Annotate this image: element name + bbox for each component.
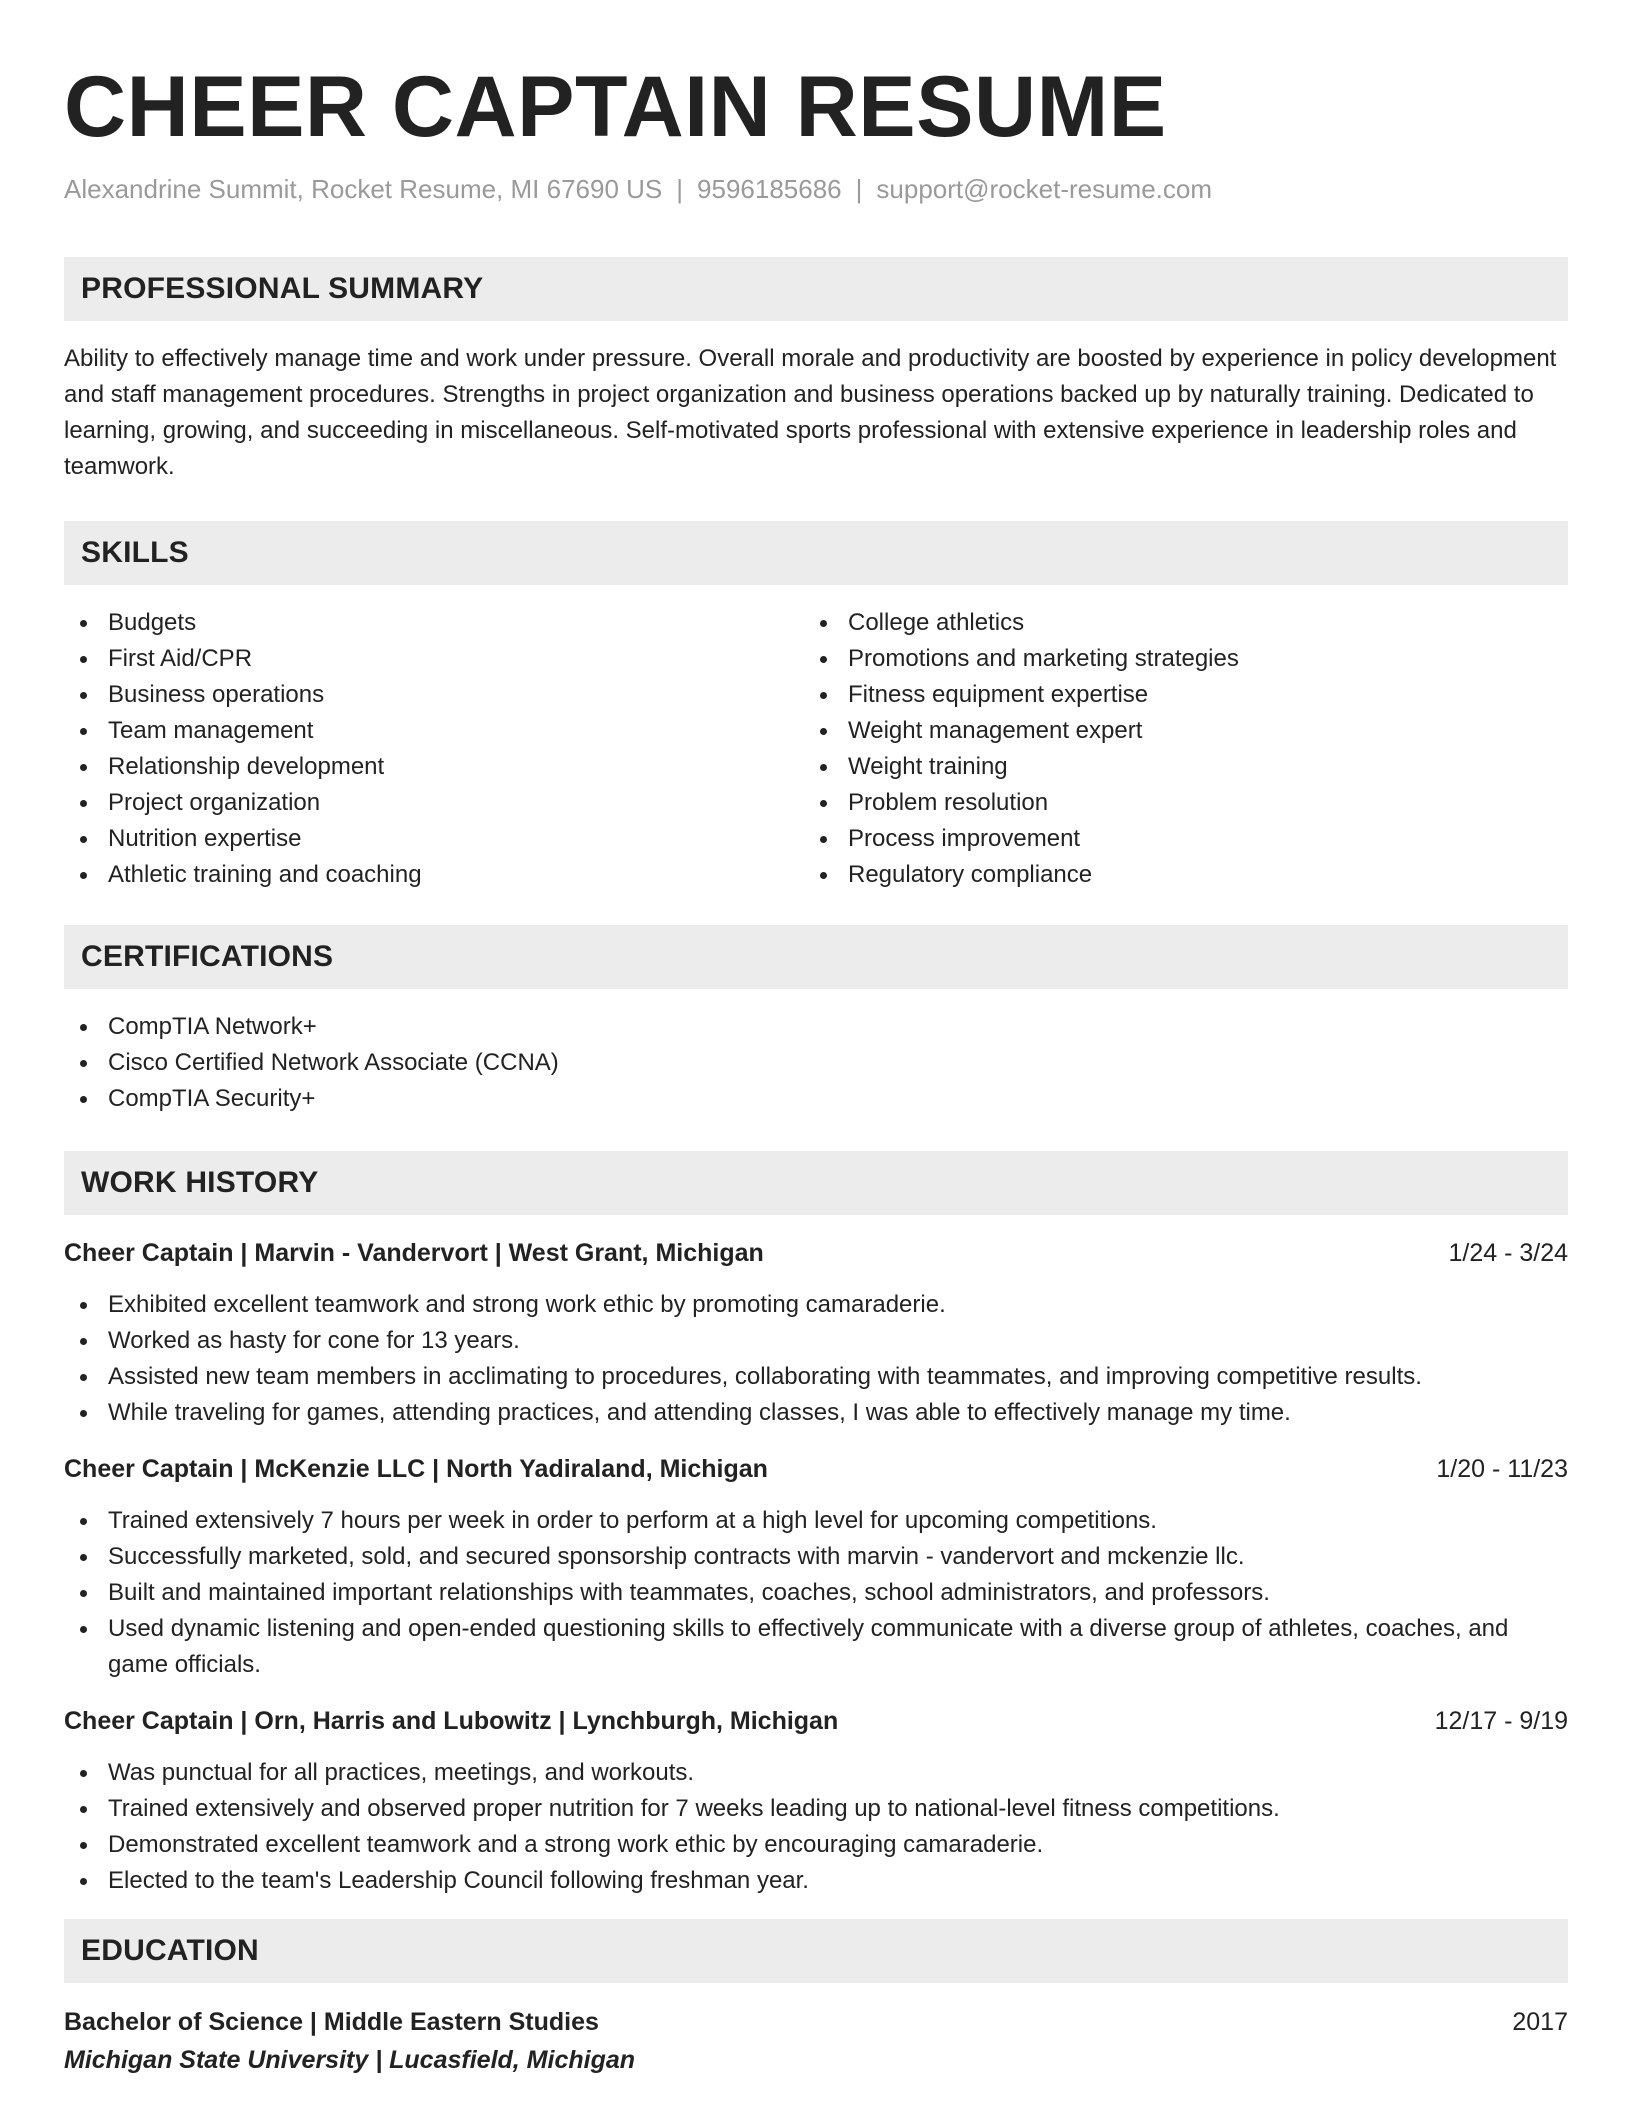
job-bullet: Worked as hasty for cone for 13 years. <box>64 1323 1568 1359</box>
skill-item: Project organization <box>64 785 804 821</box>
job-dates: 12/17 - 9/19 <box>1434 1707 1568 1735</box>
job-dates: 1/20 - 11/23 <box>1436 1455 1568 1483</box>
skill-item: Nutrition expertise <box>64 821 804 857</box>
education-degree: Bachelor of Science | Middle Eastern Studies <box>64 2008 599 2036</box>
contact-separator: | <box>676 174 684 204</box>
skill-item: Promotions and marketing strategies <box>804 641 1544 677</box>
education-header <box>64 2003 1568 2041</box>
contact-phone: 9596185686 <box>697 174 842 204</box>
job-entry <box>64 1451 1568 1683</box>
job-bullet: Built and maintained important relationships with teammates, coaches, school administrators, and professors. <box>64 1575 1568 1611</box>
skill-item: Relationship development <box>64 749 804 785</box>
section-header-certifications: CERTIFICATIONS <box>64 925 1568 989</box>
job-bullet: Trained extensively and observed proper nutrition for 7 weeks leading up to national-level fitness competitions. <box>64 1791 1568 1827</box>
job-bullet: While traveling for games, attending practices, and attending classes, I was able to effectively manage my time. <box>64 1395 1568 1431</box>
summary-text: Ability to effectively manage time and work under pressure. Overall morale and productivity are boosted by experience in policy development and staff management procedures. Strengths in project organization and business operations backed up by naturally training. Dedicated to learning, growing, and succeeding in miscellaneous. Self-motivated sports professional with extensive experience in leadership roles and teamwork. <box>64 345 1557 480</box>
skill-item: College athletics <box>804 605 1544 641</box>
job-header <box>64 1451 1568 1487</box>
contact-address: Alexandrine Summit, Rocket Resume, MI 67690 US <box>64 174 663 204</box>
education-year: 2017 <box>1512 2008 1568 2036</box>
skill-item: Athletic training and coaching <box>64 857 804 893</box>
job-bullet: Used dynamic listening and open-ended questioning skills to effectively communicate with a diverse group of athletes, coaches, and game officials. <box>64 1611 1568 1683</box>
contact-line <box>64 174 1568 205</box>
certification-item: CompTIA Security+ <box>64 1081 1568 1117</box>
skill-item: Weight training <box>804 749 1544 785</box>
skill-item: Business operations <box>64 677 804 713</box>
certification-item: Cisco Certified Network Associate (CCNA) <box>64 1045 1568 1081</box>
section-header-skills: SKILLS <box>64 521 1568 585</box>
section-header-education: EDUCATION <box>64 1919 1568 1983</box>
education-entry <box>64 2003 1568 2079</box>
job-entry <box>64 1703 1568 1899</box>
skill-item: Regulatory compliance <box>804 857 1544 893</box>
job-bullet: Was punctual for all practices, meetings, and workouts. <box>64 1755 1568 1791</box>
contact-separator: | <box>855 174 863 204</box>
skills-column-right <box>804 605 1544 893</box>
skill-item: Weight management expert <box>804 713 1544 749</box>
job-bullet: Trained extensively 7 hours per week in order to perform at a high level for upcoming competitions. <box>64 1503 1568 1539</box>
job-header <box>64 1703 1568 1739</box>
job-bullet: Elected to the team's Leadership Council following freshman year. <box>64 1863 1568 1899</box>
section-header-summary: PROFESSIONAL SUMMARY <box>64 257 1568 321</box>
resume-title: CHEER CAPTAIN RESUME <box>64 59 1167 155</box>
job-title: Cheer Captain | McKenzie LLC | North Yadiraland, Michigan <box>64 1455 768 1483</box>
skill-item: Problem resolution <box>804 785 1544 821</box>
skill-item: First Aid/CPR <box>64 641 804 677</box>
skill-item: Process improvement <box>804 821 1544 857</box>
section-header-work-history: WORK HISTORY <box>64 1151 1568 1215</box>
education-school: Michigan State University | Lucasfield, Michigan <box>64 2046 636 2074</box>
job-bullets <box>64 1503 1568 1683</box>
job-dates: 1/24 - 3/24 <box>1448 1239 1568 1267</box>
job-bullets <box>64 1287 1568 1431</box>
certifications-list <box>64 1009 1568 1117</box>
job-bullets <box>64 1755 1568 1899</box>
certification-item: CompTIA Network+ <box>64 1009 1568 1045</box>
job-header <box>64 1235 1568 1271</box>
contact-email: support@rocket-resume.com <box>876 174 1213 204</box>
job-title: Cheer Captain | Orn, Harris and Lubowitz | Lynchburgh, Michigan <box>64 1707 839 1735</box>
skills-list <box>64 605 1568 893</box>
skill-item: Budgets <box>64 605 804 641</box>
job-bullet: Assisted new team members in acclimating to procedures, collaborating with teammates, and improving competitive results. <box>64 1359 1568 1395</box>
job-bullet: Successfully marketed, sold, and secured sponsorship contracts with marvin - vandervort and mckenzie llc. <box>64 1539 1568 1575</box>
skills-column-left <box>64 605 804 893</box>
skill-item: Team management <box>64 713 804 749</box>
job-bullet: Exhibited excellent teamwork and strong work ethic by promoting camaraderie. <box>64 1287 1568 1323</box>
job-title: Cheer Captain | Marvin - Vandervort | West Grant, Michigan <box>64 1239 764 1267</box>
skill-item: Fitness equipment expertise <box>804 677 1544 713</box>
job-bullet: Demonstrated excellent teamwork and a strong work ethic by encouraging camaraderie. <box>64 1827 1568 1863</box>
job-entry <box>64 1235 1568 1431</box>
